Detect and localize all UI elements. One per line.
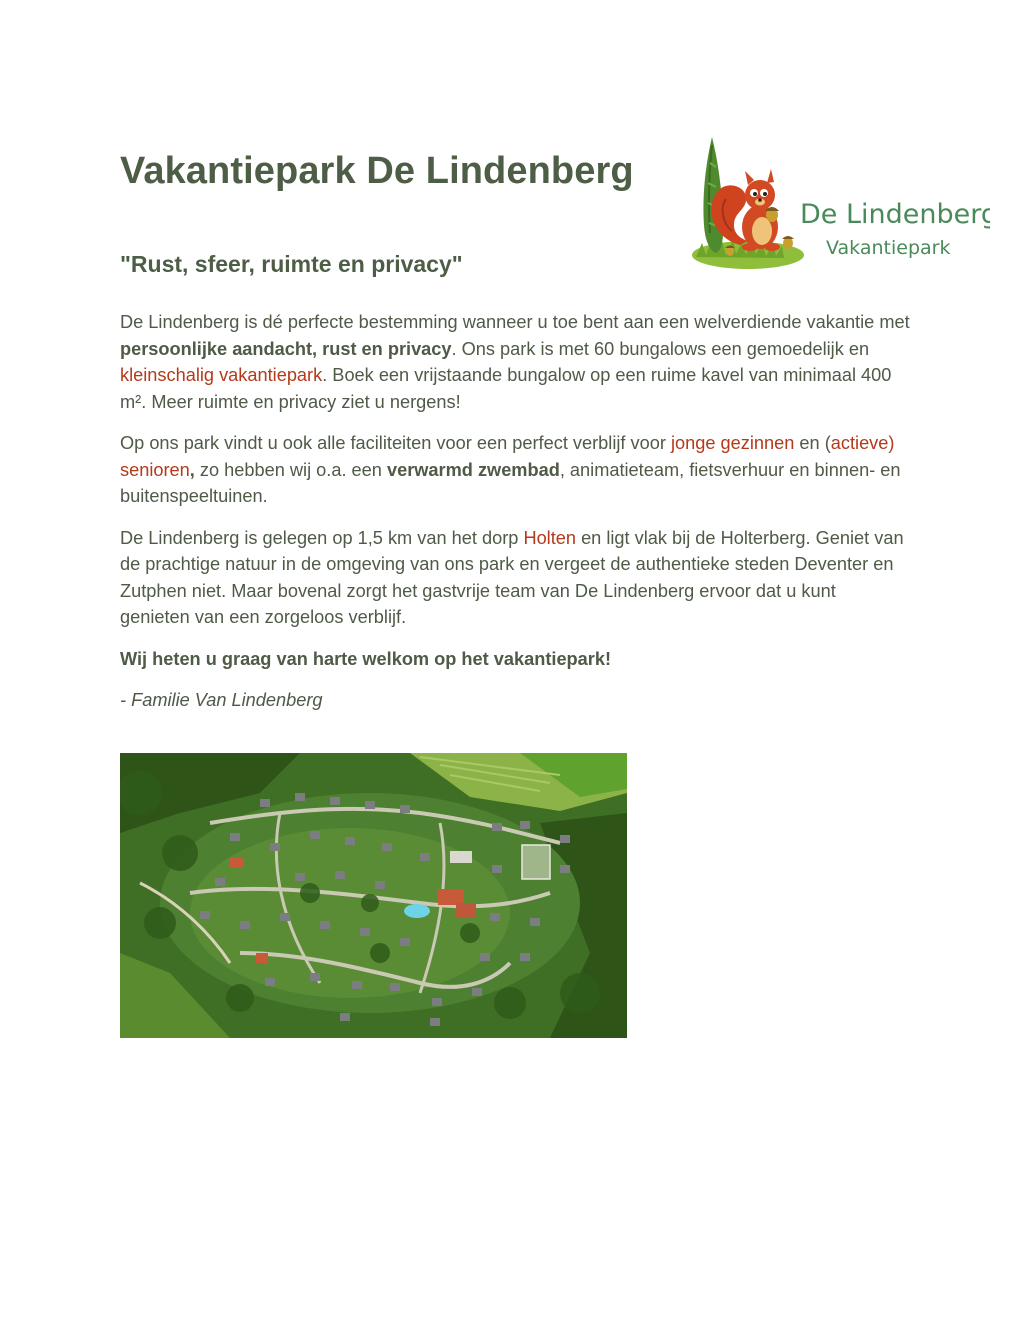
text-run: . Boek een vrijstaande bungalow op een ruime kavel van minimaal 400 m². Meer ruimte en privacy ziet u nergens! xyxy=(120,365,892,412)
aerial-photo-image xyxy=(120,753,627,1038)
intro-paragraph-3 xyxy=(120,525,910,631)
logo-name-line2: Vakantiepark xyxy=(826,237,951,259)
signature: - Familie Van Lindenberg xyxy=(120,690,323,710)
park-logo xyxy=(690,133,990,273)
emphasis-text: verwarmd zwembad xyxy=(386,459,560,480)
intro-paragraph-1 xyxy=(120,309,910,415)
text-run: zo hebben wij o.a. een xyxy=(194,459,387,480)
text-run: De Lindenberg is gelegen op 1,5 km van het dorp xyxy=(120,527,524,548)
page-title: Vakantiepark De Lindenberg xyxy=(120,150,634,192)
link-holten[interactable]: Holten xyxy=(523,527,577,548)
text-run: en ligt vlak bij de Holterberg. Geniet van de prachtige natuur in de omgeving van ons park en vergeet de authentieke steden Deventer en Zutphen niet. Maar bovenal zorgt het gastvrije team van De Lindenberg ervoor dat u kunt genieten van een zorgeloos verblijf. xyxy=(120,527,904,627)
welcome-line: Wij heten u graag van harte welkom op het vakantiepark! xyxy=(120,648,612,669)
aerial-park-photo xyxy=(120,753,627,1038)
emphasis-text: persoonlijke aandacht, rust en privacy xyxy=(120,338,452,359)
logo-name-line1: De Lindenberg xyxy=(800,199,990,230)
squirrel-logo-icon xyxy=(690,133,990,273)
text-run: en ( xyxy=(794,433,831,453)
intro-text xyxy=(120,309,910,729)
emphasis-text: , xyxy=(189,459,195,480)
intro-paragraph-2 xyxy=(120,430,910,510)
link-kleinschalig-vakantiepark[interactable]: kleinschalig vakantiepark xyxy=(120,365,323,385)
link-actieve-senioren[interactable]: actieve) senioren xyxy=(120,433,895,480)
text-run: , animatieteam, fietsverhuur en binnen- en buitenspeeltuinen. xyxy=(120,459,901,506)
page-subtitle: "Rust, sfeer, ruimte en privacy" xyxy=(120,251,463,277)
link-jonge-gezinnen[interactable]: jonge gezinnen xyxy=(670,433,795,453)
text-run: Op ons park vindt u ook alle faciliteiten voor een perfect verblijf voor xyxy=(120,433,671,453)
text-run: . Ons park is met 60 bungalows een gemoedelijk en xyxy=(451,338,870,359)
text-run: De Lindenberg is dé perfecte bestemming wanneer u toe bent aan een welverdiende vakantie met xyxy=(120,312,910,332)
